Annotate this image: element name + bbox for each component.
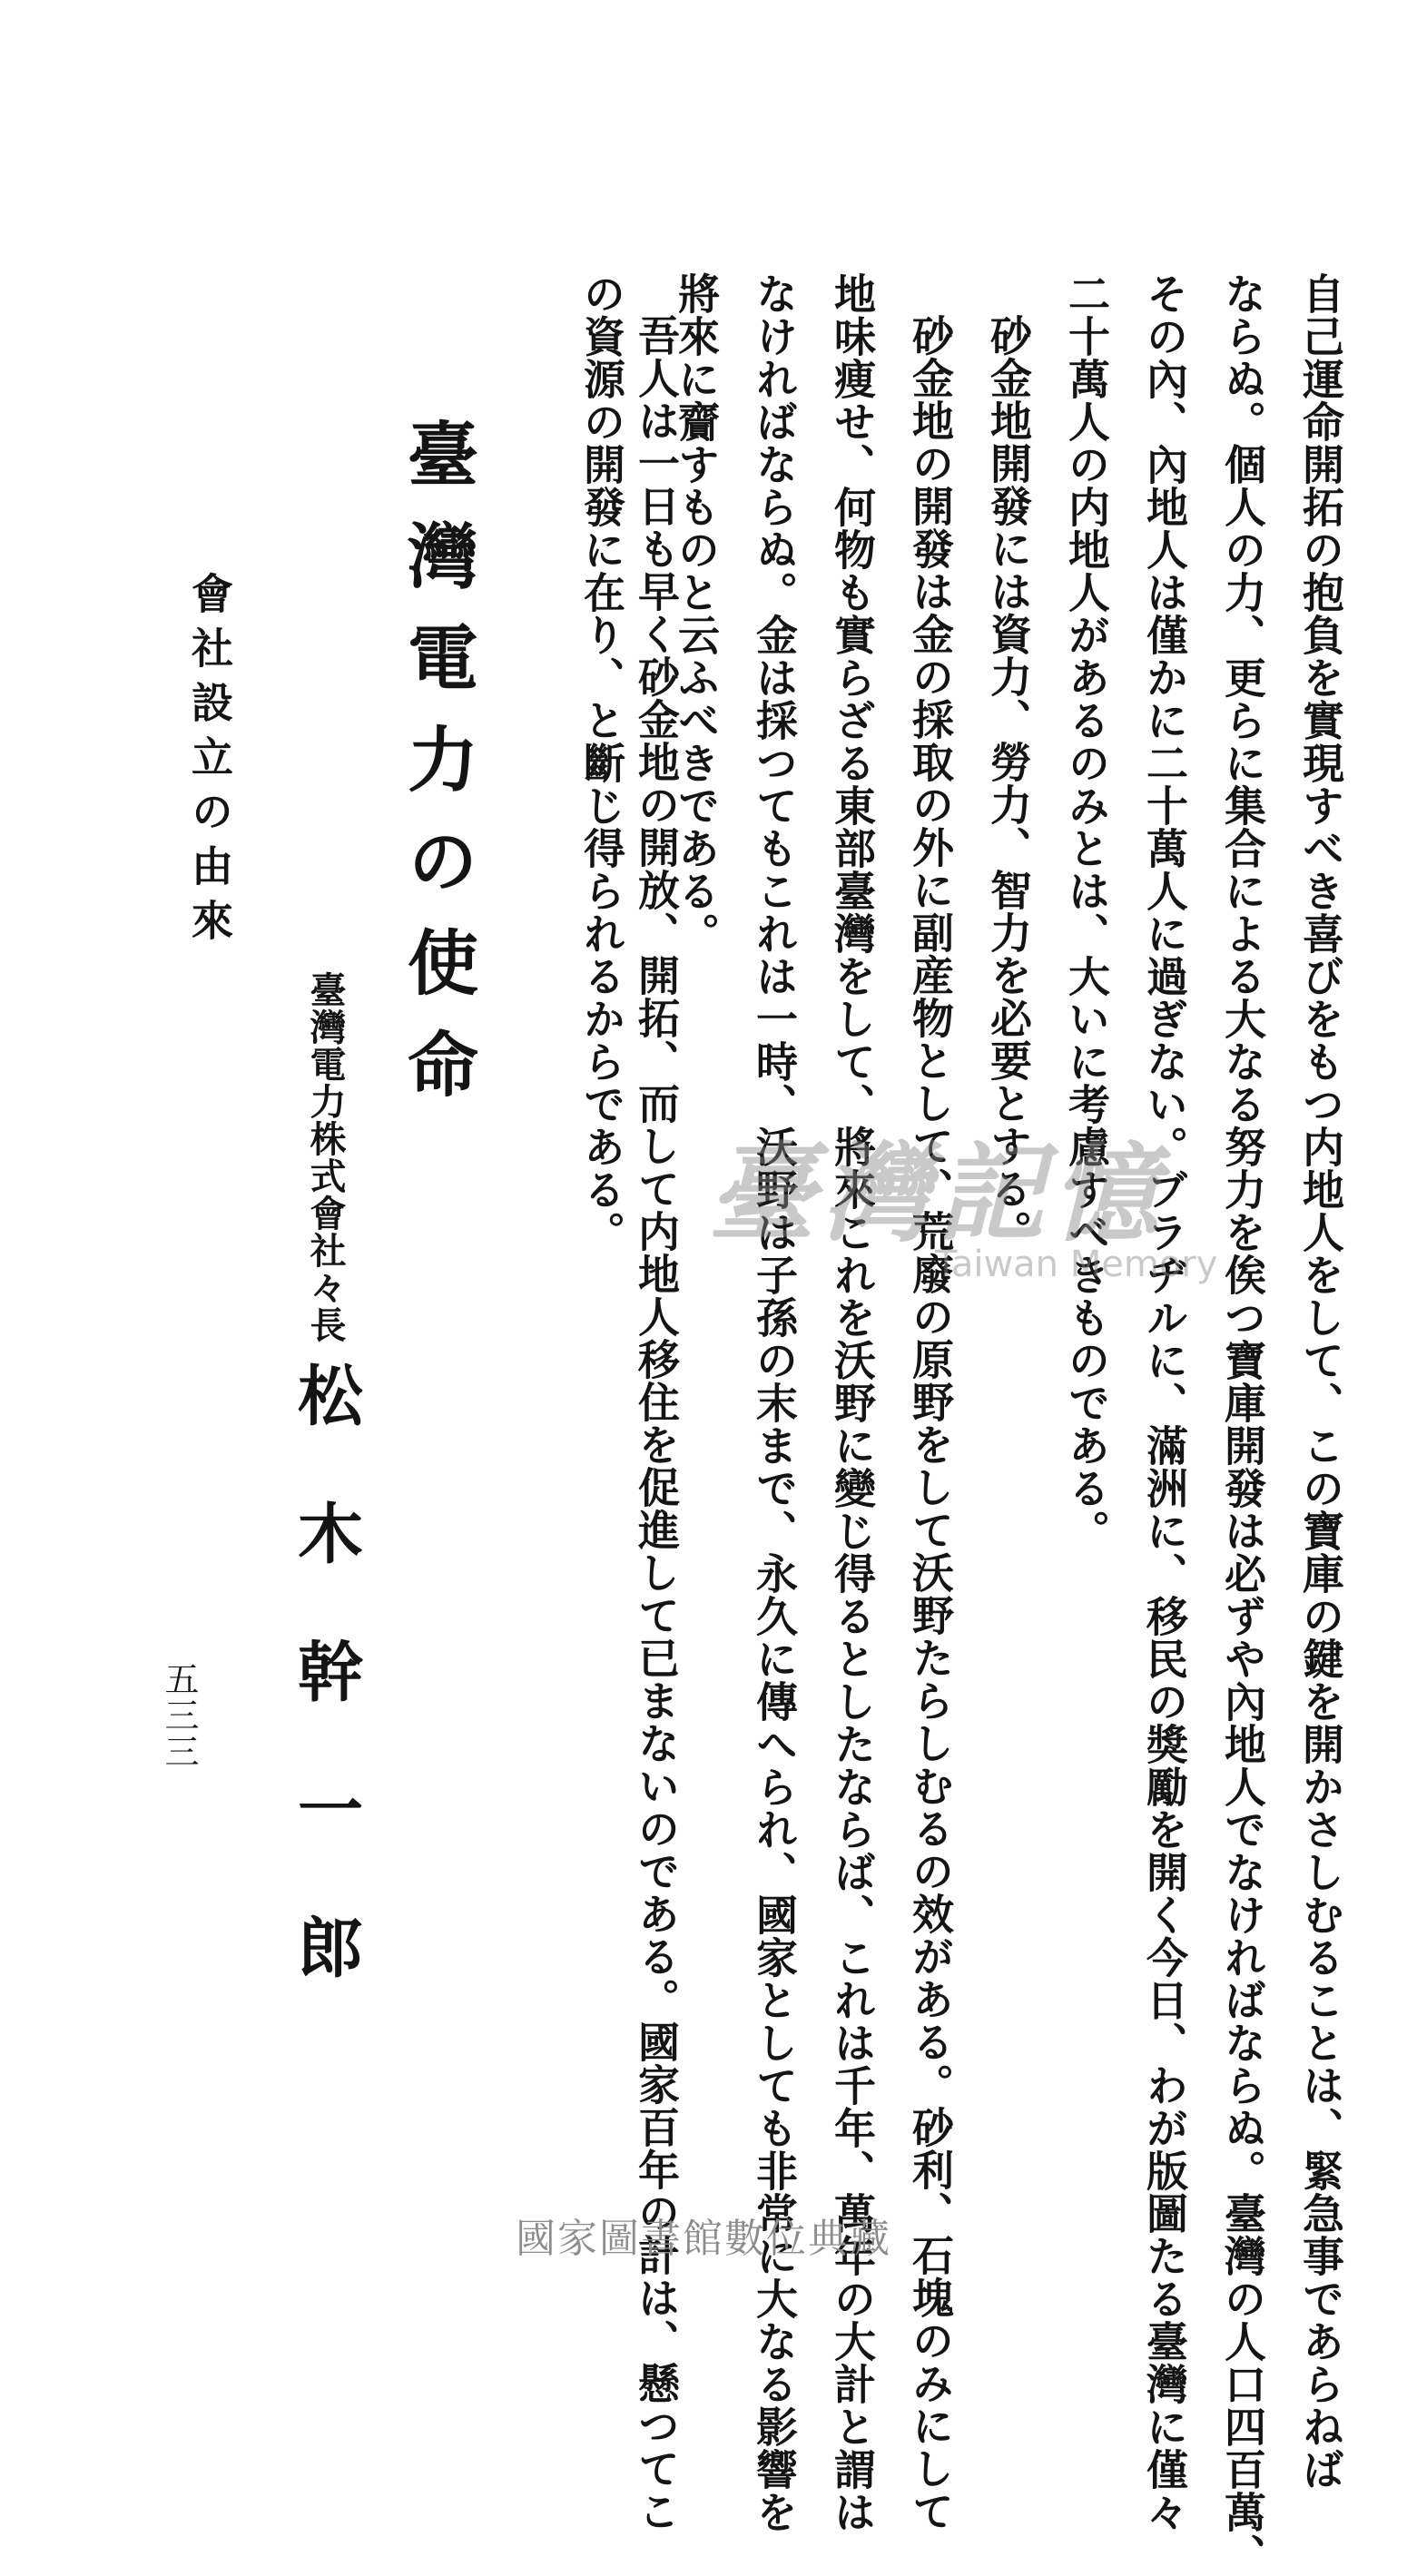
body-line-9: 將來に齎すものと云ふべきである。 xyxy=(672,272,721,955)
body-line-2: ならぬ。個人の力、更らに集合による大なる努力を俟つ寶庫開發は必ずや內地人でなければならぬ。臺灣の人口四百萬、 xyxy=(1218,272,1267,2576)
body-line-3: その內、內地人は僅かに二十萬人に過ぎない。ブラヂルに、滿洲に、移民の獎勵を開く今日、わが版圖たる臺灣に僅々 xyxy=(1140,272,1189,2533)
body-line-4: 二十萬人の内地人があるのみとは、大いに考慮すべきものである。 xyxy=(1062,272,1111,1552)
body-line-11: の資源の開發に在り、と斷じ得られるからである。 xyxy=(577,272,626,1254)
watermark-subtext: Taiwan Memory xyxy=(935,1244,1218,1285)
section-heading: 會社設立の由來 xyxy=(185,572,234,953)
watermark-text: 臺灣記憶 xyxy=(708,1130,1166,1256)
body-line-1: 自己運命開拓の抱負を實現すべき喜びをもつ内地人をして、この寶庫の鍵を開かさしむることは、緊急事であらねば xyxy=(1296,272,1345,2491)
body-line-10: 吾人は一日も早く砂金地の開放、開拓、而して内地人移住を促進して已まないのである。國家百年の計は、懸つてこ xyxy=(632,314,681,2532)
author-name: 松木幹一郎 xyxy=(287,1362,364,2051)
article-title: 臺灣電力の使命 xyxy=(396,418,478,1129)
footer-archive-label: 國家圖書館數位典藏 xyxy=(516,2216,891,2262)
body-line-5: 砂金地開發には資力、勞力、智力を必要とする。 xyxy=(984,314,1033,1253)
body-line-8: なければならぬ。金は採つてもこれは一時、沃野は子孫の末まで、永久に傳へられ、國家としても非常に大なる影響を xyxy=(750,272,799,2533)
author-affiliation: 臺灣電力株式會社々長 xyxy=(304,971,347,1343)
page-number: 五三三 xyxy=(159,1661,199,1770)
body-line-6: 砂金地の開發は金の採取の外に副産物として、荒廢の原野をして沃野たらしむるの效がある。砂利、石塊のみにして xyxy=(906,314,955,2532)
body-line-7: 地味痩せ、何物も實らざる東部臺灣をして、將來これを沃野に變じ得るとしたならば、これは千年、萬年の大計と謂は xyxy=(828,272,877,2533)
